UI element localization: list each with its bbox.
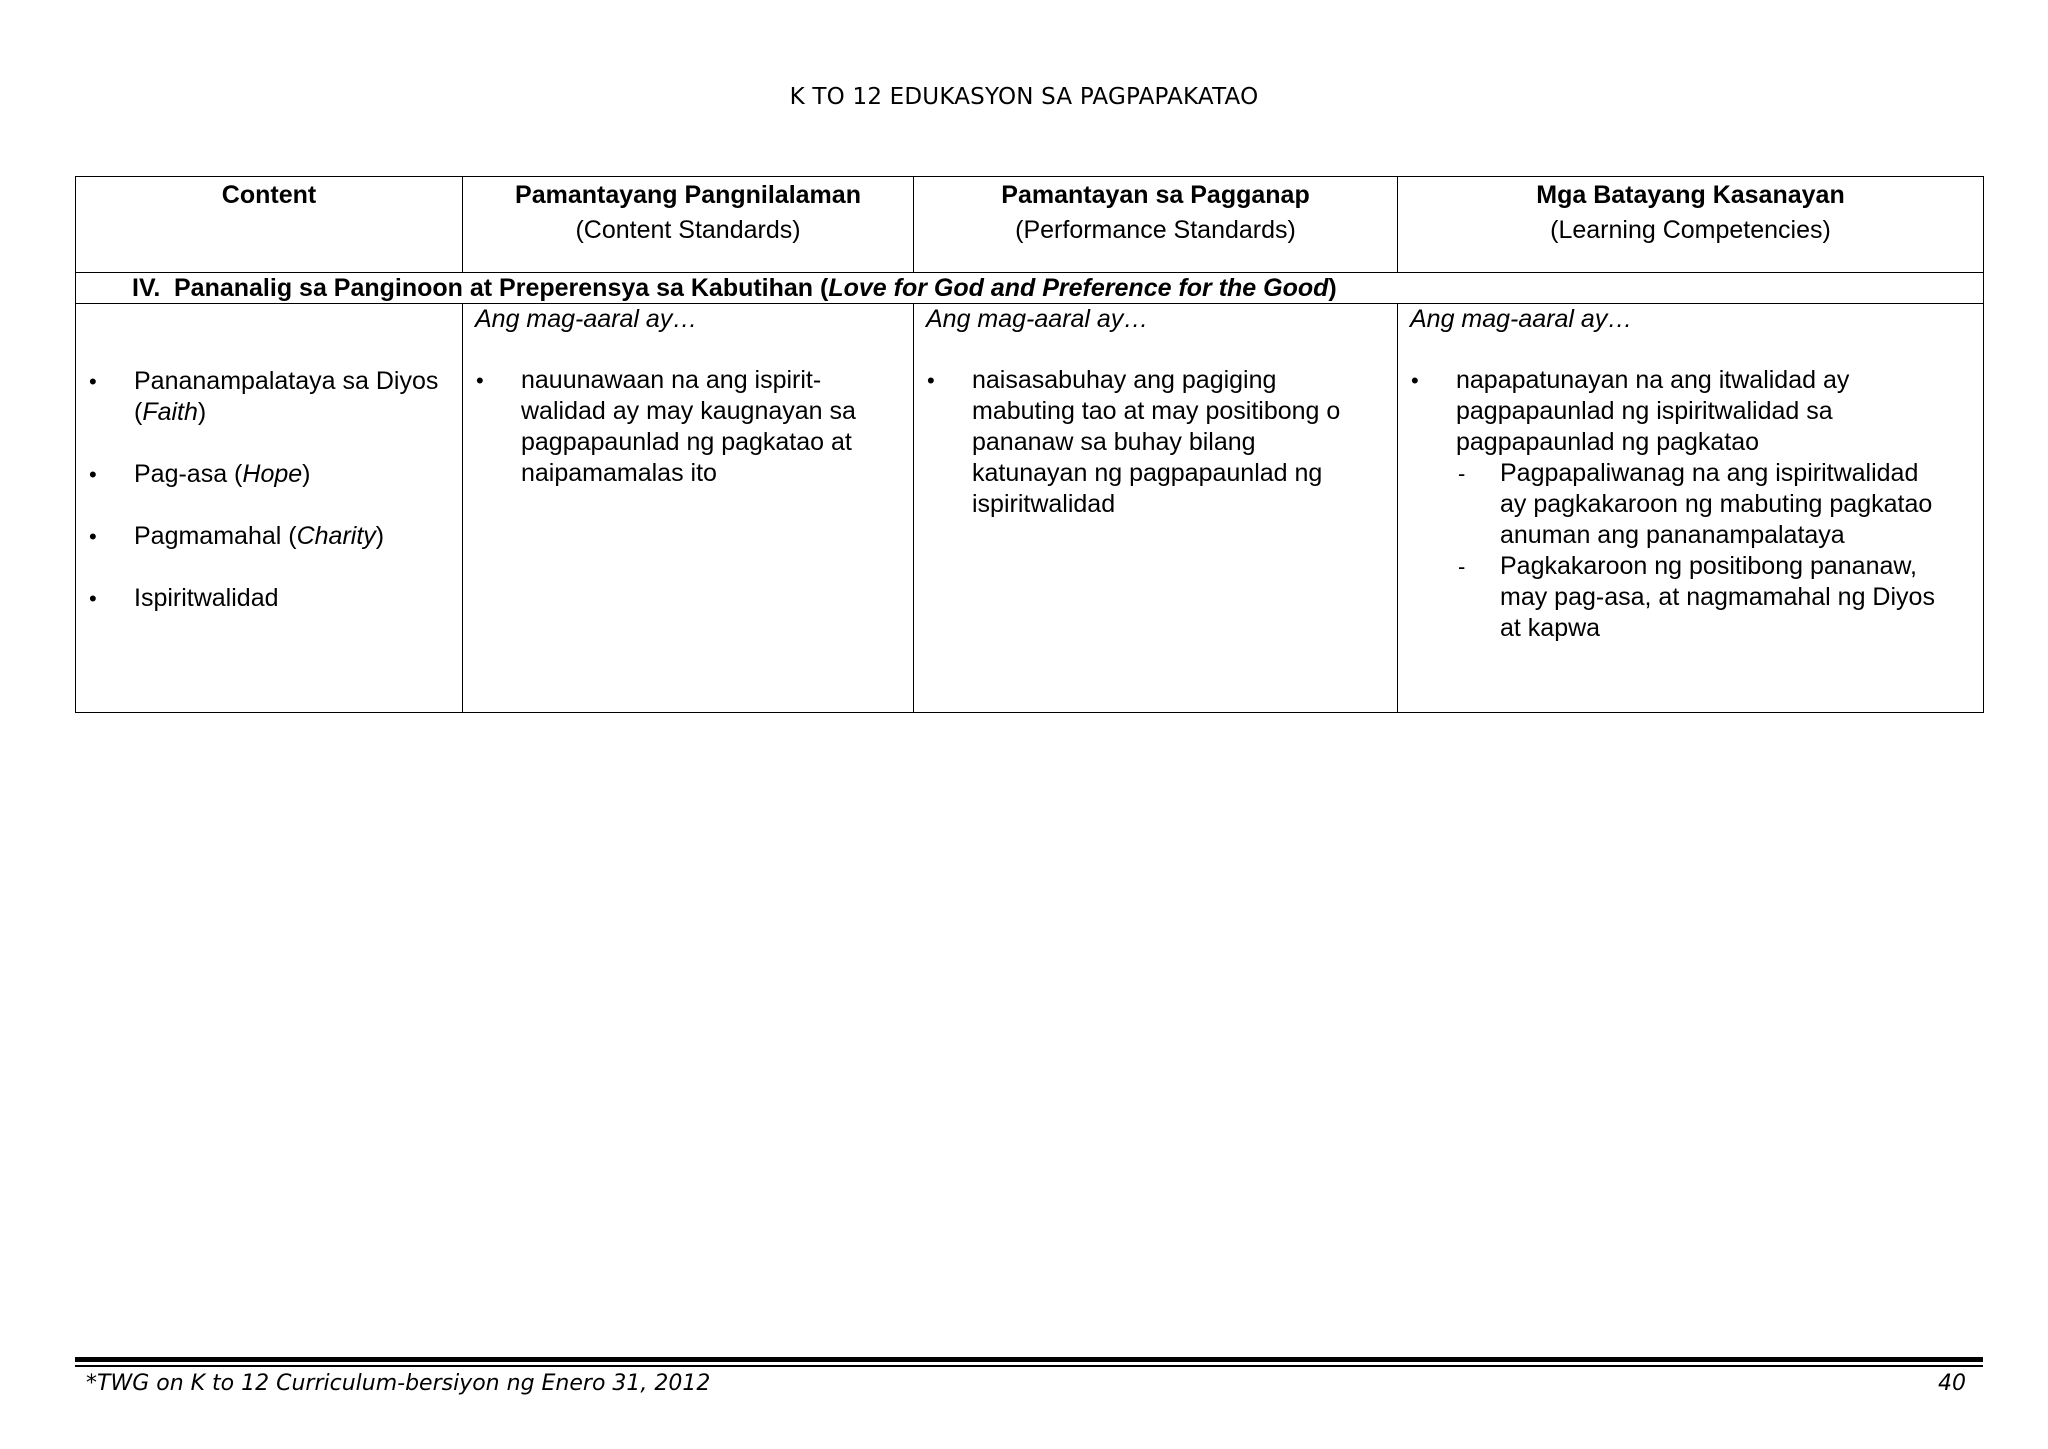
content-item-label: Pagmamahal ( [134,522,297,550]
footer-rule-thin [75,1365,1983,1367]
list-item [1398,365,1983,644]
header-content-standards [463,177,914,273]
body-row [76,304,1984,713]
page-number: 40 [1938,1371,1966,1396]
header-content [76,177,463,273]
content-item-english: Charity [296,522,376,550]
list-item [76,583,462,614]
content-standard-list [463,365,913,489]
performance-standard-list [914,365,1397,520]
list-item: • naisasabuhay ang pagiging mabuting tao at may positibong o pananaw sa buhay bilang katunayan ng pagpapaunlad ng ispiritwalidad [914,365,1397,520]
intro-text: Ang mag-aaral ay… [926,305,1149,333]
header-learning-competencies-subtitle: (Learning Competencies) [1550,216,1831,244]
header-content-standards-title: Pamantayang Pangnilalaman [515,181,861,209]
competency-sub-list [1456,458,1953,644]
header-performance-standards-title: Pamantayan sa Pagganap [1001,181,1310,209]
content-item-close: ) [302,460,311,488]
document-title: K TO 12 EDUKASYON SA PAGPAPAKATAO [789,84,1259,110]
list-item [76,366,462,428]
footer-rule [75,1357,1983,1362]
list-item [76,521,462,552]
table-header-row [76,177,1984,273]
section-title-suffix: ) [1328,274,1337,302]
section-number: IV. [132,274,161,302]
competency-cell [1398,304,1984,713]
header-performance-standards [914,177,1398,273]
competency-list [1398,365,1983,644]
section-title-prefix: Pananalig sa Panginoon at Preperensya sa Kabutihan ( [174,274,829,302]
list-item [76,459,462,490]
intro-text: Ang mag-aaral ay… [1410,305,1633,333]
header-content-standards-subtitle: (Content Standards) [575,216,801,244]
content-item-english: Hope [242,460,303,488]
footer-note: *TWG on K to 12 Curriculum-bersiyon ng Enero 31, 2012 [86,1371,711,1396]
content-item-close: ) [197,398,207,426]
competency-main: napapatunayan na ang itwalidad ay pagpapaunlad ng ispiritwalidad sa pagpapaunlad ng pagkatao [1456,366,1850,456]
list-item: - Pagpapaliwanag na ang ispiritwalidad ay pagkakaroon ng mabuting pagkatao anuman ang pananampalataya [1456,458,1953,551]
content-item-label: Ispiritwalidad [134,584,279,612]
section-row [76,273,1984,304]
intro-text: Ang mag-aaral ay… [475,305,698,333]
content-item-label: Pag-asa ( [134,460,243,488]
list-item: • nauunawaan na ang ispirit-walidad ay may kaugnayan sa pagpapaunlad ng pagkatao at naipamamalas ito [463,365,913,489]
section-title-english: Love for God and Preference for the Good [828,274,1329,302]
content-list [76,366,462,614]
header-learning-competencies [1398,177,1984,273]
header-content-title: Content [221,181,317,209]
content-item-english: Faith [142,398,198,426]
content-item-close: ) [375,522,385,550]
curriculum-table [75,176,1984,713]
content-standard-cell [463,304,914,713]
section-title [76,273,1983,303]
content-cell [76,304,463,713]
list-item: - Pagkakaroon ng positibong pananaw, may pag-asa, at nagmamahal ng Diyos at kapwa [1456,551,1953,644]
header-performance-standards-subtitle: (Performance Standards) [1015,216,1296,244]
header-learning-competencies-title: Mga Batayang Kasanayan [1536,181,1845,209]
performance-standard-cell [914,304,1398,713]
section-cell [76,273,1984,304]
content-item-label: Pananampalataya sa Diyos ( [134,367,439,426]
